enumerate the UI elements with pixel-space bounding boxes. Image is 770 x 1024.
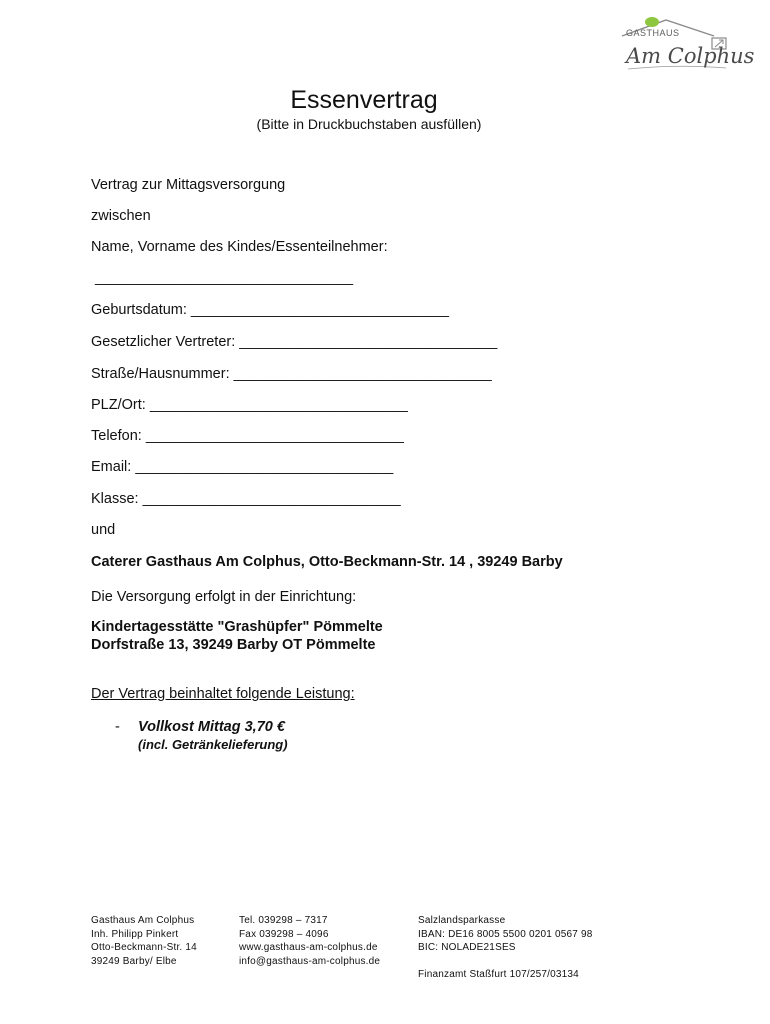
name-label: Name, Vorname des Kindes/Essenteilnehmer: xyxy=(91,239,388,255)
service-item: Vollkost Mittag 3,70 € xyxy=(138,719,285,735)
city-field[interactable]: PLZ/Ort: ________________________________ xyxy=(91,397,408,413)
street-field[interactable]: Straße/Hausnummer: ________________________________ xyxy=(91,366,492,382)
between-text: zwischen xyxy=(91,208,151,224)
footer-line[interactable]: www.gasthaus-am-colphus.de xyxy=(239,942,378,953)
birthdate-field[interactable]: Geburtsdatum: ________________________________ xyxy=(91,302,449,318)
class-field[interactable]: Klasse: ________________________________ xyxy=(91,491,401,507)
services-heading: Der Vertrag beinhaltet folgende Leistung: xyxy=(91,686,355,702)
name-field[interactable]: ________________________________ xyxy=(95,270,354,286)
facility-name: Kindertagesstätte "Grashüpfer" Pömmelte xyxy=(91,619,383,635)
footer-line: Fax 039298 – 4096 xyxy=(239,928,329,940)
page-title: Essenvertrag xyxy=(290,86,438,114)
footer-line: IBAN: DE16 8005 5500 0201 0567 98 xyxy=(418,928,593,940)
facility-address: Dorfstraße 13, 39249 Barby OT Pömmelte xyxy=(91,637,376,653)
phone-field[interactable]: Telefon: ________________________________ xyxy=(91,428,404,444)
logo-text-top: GASTHAUS xyxy=(626,28,680,38)
caterer-info: Caterer Gasthaus Am Colphus, Otto-Beckmann-Str. 14 , 39249 Barby xyxy=(91,554,563,570)
footer-line: BIC: NOLADE21SES xyxy=(418,942,516,953)
footer-address xyxy=(91,914,197,968)
footer-line: Tel. 039298 – 7317 xyxy=(239,915,328,926)
footer-line: Otto-Beckmann-Str. 14 xyxy=(91,942,197,953)
service-item-note: (incl. Getränkelieferung) xyxy=(138,737,288,752)
footer-contact xyxy=(239,914,380,968)
footer-line: Salzlandsparkasse xyxy=(418,915,506,926)
facility-intro: Die Versorgung erfolgt in der Einrichtung: xyxy=(91,589,357,605)
footer-line: 39249 Barby/ Elbe xyxy=(91,955,177,967)
logo-text-script: Am Colphus xyxy=(626,44,755,68)
guardian-field[interactable]: Gesetzlicher Vertreter: ________________________________ xyxy=(91,334,498,350)
contract-intro: Vertrag zur Mittagsversorgung xyxy=(91,177,286,193)
list-dash: - xyxy=(115,719,120,735)
footer-tax: Finanzamt Staßfurt 107/257/03134 xyxy=(418,969,579,980)
page-subtitle: (Bitte in Druckbuchstaben ausfüllen) xyxy=(256,116,482,132)
email-field[interactable]: Email: ________________________________ xyxy=(91,459,394,475)
company-logo xyxy=(618,14,755,74)
footer-line: Gasthaus Am Colphus xyxy=(91,915,195,926)
footer-line: Inh. Philipp Pinkert xyxy=(91,928,179,940)
footer-bank xyxy=(418,914,593,955)
footer-line[interactable]: info@gasthaus-am-colphus.de xyxy=(239,955,381,967)
and-text: und xyxy=(91,522,116,538)
